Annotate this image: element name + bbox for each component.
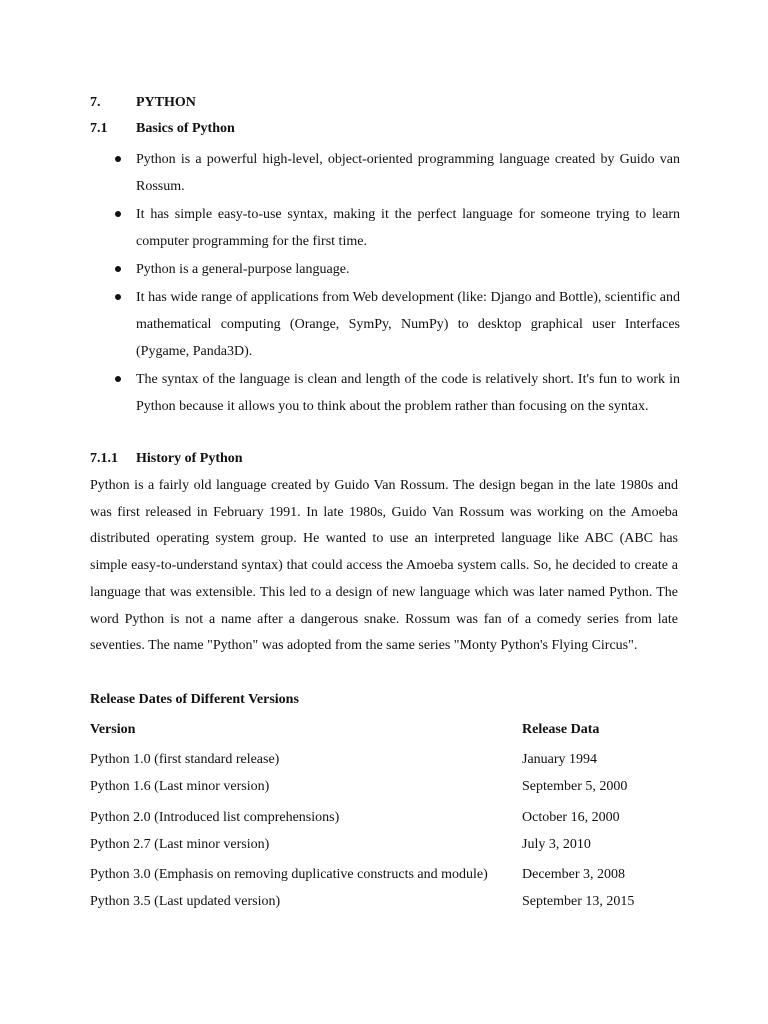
bullet-item — [90, 146, 680, 200]
releases-heading: Release Dates of Different Versions — [90, 692, 299, 707]
bullet-icon — [115, 266, 121, 272]
bullet-text: Python is a powerful high-level, object-oriented programming language created by Guido van Rossum. — [136, 152, 680, 194]
section-title: PYTHON — [136, 95, 196, 110]
version-cell: Python 1.6 (Last minor version) — [90, 779, 270, 794]
bullet-item — [90, 366, 680, 420]
history-title: History of Python — [136, 451, 243, 466]
history-heading — [90, 450, 390, 468]
date-cell: September 13, 2015 — [522, 894, 635, 909]
subsection-heading — [90, 120, 390, 138]
bullet-icon — [115, 294, 121, 300]
date-cell: December 3, 2008 — [522, 867, 626, 882]
version-cell: Python 1.0 (first standard release) — [90, 752, 280, 767]
version-cell: Python 3.5 (Last updated version) — [90, 894, 281, 909]
bullet-text: It has wide range of applications from Web development (like: Django and Bottle), scientific and mathematical computing (Orange, SymPy, NumPy) to desktop graphical user Interfaces (Pygame, Panda3D). — [136, 290, 680, 359]
date-cell: September 5, 2000 — [522, 779, 628, 794]
table-row — [90, 865, 690, 885]
subsection-number: 7.1 — [90, 121, 108, 136]
column-header-version: Version — [90, 722, 136, 737]
table-row — [90, 808, 690, 828]
version-cell: Python 2.0 (Introduced list comprehensions) — [90, 810, 340, 825]
table-row — [90, 835, 690, 855]
bullet-icon — [115, 156, 121, 162]
date-cell: January 1994 — [522, 752, 598, 767]
bullet-text: The syntax of the language is clean and length of the code is relatively short. It's fun to work in Python because it allows you to think about the problem rather than focusing on the syntax. — [136, 372, 680, 414]
bullet-icon — [115, 376, 121, 382]
table-row — [90, 777, 690, 797]
releases-table-header — [90, 720, 690, 740]
history-number: 7.1.1 — [90, 451, 118, 466]
subsection-title: Basics of Python — [136, 121, 235, 136]
bullet-item — [90, 201, 680, 255]
column-header-release-date: Release Data — [522, 722, 600, 737]
version-cell: Python 2.7 (Last minor version) — [90, 837, 270, 852]
basics-bullet-list — [90, 146, 680, 421]
bullet-item — [90, 256, 680, 283]
table-row — [90, 750, 690, 770]
section-number: 7. — [90, 95, 101, 110]
bullet-text: Python is a general-purpose language. — [136, 262, 350, 277]
date-cell: October 16, 2000 — [522, 810, 620, 825]
table-row — [90, 892, 690, 912]
version-cell: Python 3.0 (Emphasis on removing duplicative constructs and module) — [90, 867, 488, 882]
history-paragraph: Python is a fairly old language created by Guido Van Rossum. The design began in the late 1980s and was first released in February 1991. In late 1980s, Guido Van Rossum was working on the Amoeba distributed operating system group. He wanted to use an interpreted language like ABC (ABC has simple easy-to-understand syntax) that could access the Amoeba system calls. So, he decided to create a language that was extensible. This led to a design of new language which was later named Python. The word Python is not a name after a dangerous snake. Rossum was fan of a comedy series from late seventies. The name "Python" was adopted from the same series "Monty Python's Flying Circus". — [90, 478, 678, 654]
date-cell: July 3, 2010 — [522, 837, 591, 852]
bullet-text: It has simple easy-to-use syntax, making it the perfect language for someone trying to learn computer programming for the first time. — [136, 207, 680, 249]
bullet-icon — [115, 211, 121, 217]
section-heading — [90, 94, 390, 112]
bullet-item — [90, 284, 680, 365]
